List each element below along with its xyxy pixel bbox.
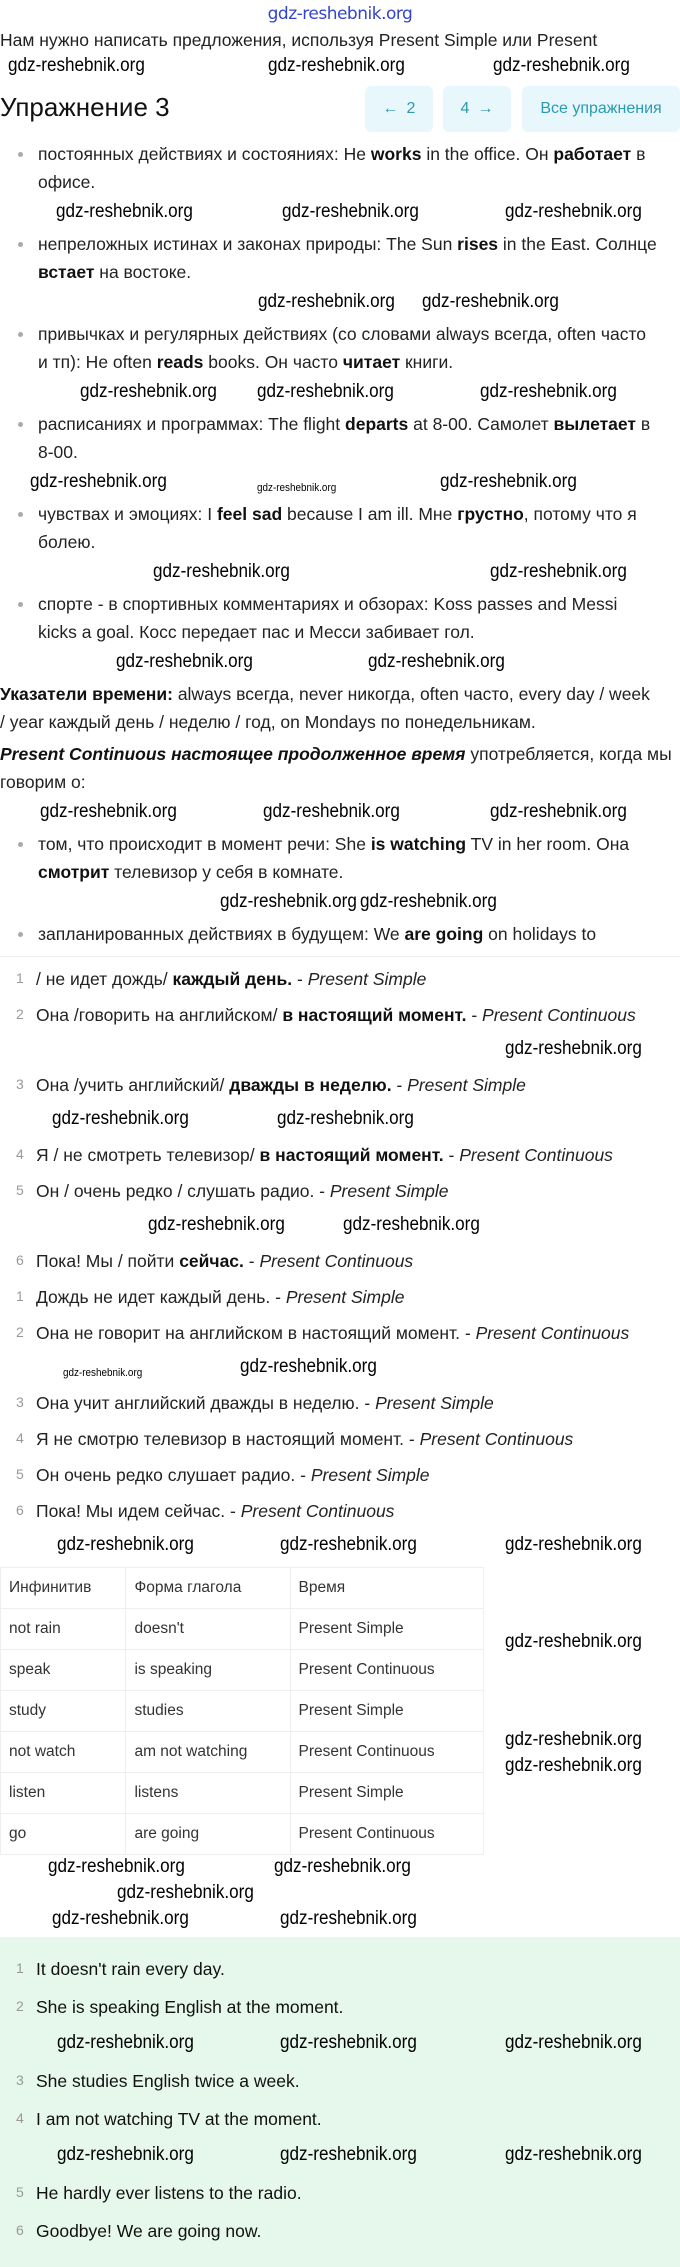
- watermark-row: [0, 1037, 680, 1063]
- text-segment: Present Continuous настоящее продолженное время: [0, 744, 466, 764]
- text-segment: каждый день.: [172, 969, 293, 989]
- text-segment: чувствах и эмоциях: I: [38, 504, 217, 524]
- table-cell: Present Continuous: [290, 1732, 483, 1773]
- watermark-text: gdz-reshebnik.org: [505, 1038, 642, 1059]
- analysis-item: [0, 1247, 680, 1275]
- text-segment: дважды в неделю.: [229, 1075, 392, 1095]
- watermark-row: [0, 1533, 680, 1559]
- bullet-icon: [18, 512, 23, 517]
- watermark-row: [0, 800, 680, 826]
- watermark-row: [0, 470, 680, 496]
- text-segment: Я / не смотреть телевизор/: [36, 1145, 260, 1165]
- text-segment: on holidays to: [483, 924, 597, 944]
- theory-line: [38, 140, 680, 168]
- text-segment: расписаниях и программах: The flight: [38, 414, 346, 434]
- text-segment: Он очень редко слушает радио. -: [36, 1465, 311, 1485]
- watermark-row: [0, 54, 680, 80]
- bullet-item: [0, 830, 680, 886]
- answers-section: [0, 1937, 680, 2267]
- item-number: 1: [16, 970, 24, 986]
- translation-item: [0, 1319, 680, 1347]
- bullet-item: [0, 140, 680, 196]
- theory-line: [38, 920, 680, 948]
- item-text: She is speaking English at the moment.: [36, 1997, 344, 2017]
- item-text: She studies English twice a week.: [36, 2071, 300, 2091]
- theory-line: [38, 830, 680, 858]
- watermark-row: [0, 1107, 680, 1133]
- text-segment: at 8-00. Самолет: [408, 414, 554, 434]
- watermark-row: [0, 380, 680, 406]
- text-segment: Present Simple: [285, 1287, 405, 1307]
- text-segment: is watching: [370, 834, 467, 854]
- item-number: 1: [16, 1960, 24, 1976]
- next-label: 4: [460, 100, 470, 117]
- prev-exercise-button[interactable]: [365, 86, 433, 132]
- text-segment: Дождь не идет каждый день. -: [36, 1287, 286, 1307]
- intro-text: Нам нужно написать предложения, используя Present Simple или Present: [0, 30, 598, 50]
- watermark-text: gdz-reshebnik.org: [263, 801, 400, 822]
- watermark-text: gdz-reshebnik.org: [240, 1356, 377, 1377]
- theory-line: [0, 768, 680, 796]
- watermark-row: [0, 2031, 680, 2057]
- bullet-icon: [18, 422, 23, 427]
- watermark-row: [0, 560, 680, 586]
- text-segment: Она /говорить на английском/: [36, 1005, 283, 1025]
- watermark-text: gdz-reshebnik.org: [268, 55, 405, 76]
- verb-table: [0, 1567, 484, 1855]
- page-title: Упражнение 3: [0, 92, 170, 122]
- theory-line: [0, 708, 680, 736]
- watermark-text: gdz-reshebnik.org: [257, 381, 394, 402]
- table-cell: Present Simple: [290, 1691, 483, 1732]
- all-label: Все упражнения: [540, 100, 662, 117]
- site-logo-watermark: gdz-reshebnik.org: [267, 4, 413, 24]
- watermark-row: [0, 1881, 680, 1907]
- watermark-text: gdz-reshebnik.org: [490, 561, 627, 582]
- arrow-right-icon: →: [477, 100, 494, 117]
- item-text: It doesn't rain every day.: [36, 1959, 225, 1979]
- watermark-text: gdz-reshebnik.org: [280, 1908, 417, 1929]
- bullet-icon: [18, 332, 23, 337]
- theory-line: [38, 858, 680, 886]
- watermark-text: gdz-reshebnik.org: [280, 2144, 417, 2165]
- bullet-icon: [18, 152, 23, 157]
- text-segment: в: [631, 144, 646, 164]
- item-number: 2: [16, 1324, 24, 1340]
- text-segment: in the East. Солнце: [498, 234, 657, 254]
- item-text: [36, 1283, 404, 1311]
- item-number: 4: [16, 1430, 24, 1446]
- text-segment: телевизор у себя в комнате.: [109, 862, 344, 882]
- bullet-item: [0, 590, 680, 646]
- watermark-text: gdz-reshebnik.org: [56, 201, 193, 222]
- theory-line: [38, 528, 680, 556]
- theory-line: [38, 618, 680, 646]
- watermark-row: [0, 200, 680, 226]
- text-segment: привычках и регулярных действиях (со словами always всегда, often часто: [38, 324, 647, 344]
- table-cell: is speaking: [126, 1650, 290, 1691]
- watermark-text: gdz-reshebnik.org: [257, 482, 337, 494]
- theory-line: [0, 680, 680, 708]
- prev-label: 2: [406, 100, 416, 117]
- item-text: [36, 1001, 636, 1029]
- table-header-row: [1, 1568, 484, 1609]
- table-row: [1, 1691, 484, 1732]
- answer-item: [0, 2179, 680, 2207]
- text-segment: говорим о:: [0, 772, 86, 792]
- watermark-text: gdz-reshebnik.org: [40, 801, 177, 822]
- text-segment: Она /учить английский/: [36, 1075, 230, 1095]
- text-segment: Present Simple: [329, 1181, 449, 1201]
- text-segment: Она учит английский дважды в неделю. -: [36, 1393, 376, 1413]
- text-segment: употребляется, когда мы: [465, 744, 672, 764]
- item-number: 4: [16, 1146, 24, 1162]
- text-segment: -: [466, 1005, 483, 1025]
- answer-item: [0, 1993, 680, 2021]
- table-row: [1, 1773, 484, 1814]
- answer-item: [0, 2217, 680, 2245]
- table-cell: not watch: [1, 1732, 126, 1773]
- text-segment: kicks a goal. Косс передает пас и Месси забивает гол.: [38, 622, 475, 642]
- watermark-text: gdz-reshebnik.org: [153, 561, 290, 582]
- watermark-text: gdz-reshebnik.org: [422, 291, 559, 312]
- text-segment: -: [391, 1075, 408, 1095]
- watermark-text: gdz-reshebnik.org: [52, 1108, 189, 1129]
- table-row: [1, 1814, 484, 1855]
- bullet-item: [0, 230, 680, 286]
- watermark-text: gdz-reshebnik.org: [117, 1882, 254, 1903]
- text-segment: спорте - в спортивных комментариях и обзорах: Koss passes and Messi: [38, 594, 618, 614]
- table-cell: Present Continuous: [290, 1814, 483, 1855]
- item-text: Goodbye! We are going now.: [36, 2221, 262, 2241]
- table-cell: listens: [126, 1773, 290, 1814]
- watermark-text: gdz-reshebnik.org: [148, 1214, 285, 1235]
- watermark-text: gdz-reshebnik.org: [57, 2144, 194, 2165]
- analysis-item: [0, 965, 680, 993]
- watermark-text: gdz-reshebnik.org: [368, 651, 505, 672]
- watermark-text: gdz-reshebnik.org: [505, 201, 642, 222]
- bullet-icon: [18, 602, 23, 607]
- paragraph: [0, 740, 680, 796]
- text-segment: works: [370, 144, 422, 164]
- item-number: 5: [16, 2184, 24, 2200]
- watermark-row: [0, 1907, 680, 1933]
- text-segment: смотрит: [38, 862, 110, 882]
- text-segment: грустно: [457, 504, 524, 524]
- table-cell: studies: [126, 1691, 290, 1732]
- translation-item: [0, 1283, 680, 1311]
- watermark-row: [0, 650, 680, 676]
- text-segment: Present Simple: [310, 1465, 430, 1485]
- watermark-row: [0, 2143, 680, 2169]
- translation-item: [0, 1389, 680, 1417]
- theory-line: [38, 348, 680, 376]
- item-number: 3: [16, 2072, 24, 2088]
- watermark-text: gdz-reshebnik.org: [30, 471, 167, 492]
- text-segment: are going: [404, 924, 484, 944]
- watermark-text: gdz-reshebnik.org: [48, 1856, 185, 1877]
- text-segment: Present Simple: [307, 969, 427, 989]
- item-text: [36, 1177, 449, 1205]
- bullet-item: [0, 320, 680, 376]
- item-text: [36, 1141, 613, 1169]
- watermark-text: gdz-reshebnik.org: [282, 201, 419, 222]
- watermark-text: gdz-reshebnik.org: [258, 291, 395, 312]
- text-segment: и тп): He often: [38, 352, 157, 372]
- table-cell: not rain: [1, 1609, 126, 1650]
- column-header: Инфинитив: [1, 1568, 126, 1609]
- theory-line: [38, 168, 680, 196]
- item-text: [36, 1247, 413, 1275]
- watermark-text: gdz-reshebnik.org: [63, 1367, 143, 1379]
- theory-line: [38, 320, 680, 348]
- item-text: He hardly ever listens to the radio.: [36, 2183, 302, 2203]
- item-number: 1: [16, 1288, 24, 1304]
- text-segment: -: [243, 1251, 260, 1271]
- table-cell: am not watching: [126, 1732, 290, 1773]
- text-segment: постоянных действиях и состояниях: He: [38, 144, 371, 164]
- item-number: 5: [16, 1466, 24, 1482]
- item-text: I am not watching TV at the moment.: [36, 2109, 322, 2129]
- text-segment: -: [292, 969, 308, 989]
- answer-item: [0, 2067, 680, 2095]
- text-segment: reads: [156, 352, 204, 372]
- all-exercises-button[interactable]: [522, 86, 680, 132]
- watermark-text: gdz-reshebnik.org: [52, 1908, 189, 1929]
- table-cell: study: [1, 1691, 126, 1732]
- answer-item: [0, 1955, 680, 1983]
- watermark-text: gdz-reshebnik.org: [57, 1534, 194, 1555]
- column-header: Форма глагола: [126, 1568, 290, 1609]
- text-segment: Пока! Мы / пойти: [36, 1251, 180, 1271]
- arrow-left-icon: ←: [382, 100, 399, 117]
- text-segment: Я не смотрю телевизор в настоящий момент. -: [36, 1429, 420, 1449]
- text-segment: запланированных действиях в будущем: We: [38, 924, 405, 944]
- theory-line: [38, 230, 680, 258]
- item-number: 2: [16, 1998, 24, 2014]
- theory-line: [0, 740, 680, 768]
- text-segment: непреложных истинах и законах природы: The Sun: [38, 234, 458, 254]
- text-segment: , потому что я: [523, 504, 637, 524]
- table-cell: go: [1, 1814, 126, 1855]
- text-segment: Present Simple: [407, 1075, 526, 1095]
- watermark-text: gdz-reshebnik.org: [505, 1755, 642, 1776]
- text-segment: because I am ill. Мне: [282, 504, 458, 524]
- item-number: 6: [16, 2222, 24, 2238]
- text-segment: болею.: [38, 532, 96, 552]
- column-header: Время: [290, 1568, 483, 1609]
- divider: [0, 956, 680, 957]
- table-row: [1, 1609, 484, 1650]
- watermark-text: gdz-reshebnik.org: [80, 381, 217, 402]
- text-segment: Present Continuous: [482, 1005, 636, 1025]
- watermark-text: gdz-reshebnik.org: [505, 2144, 642, 2165]
- watermark-row: [0, 890, 680, 916]
- item-text: [36, 1071, 526, 1099]
- watermark-text: gdz-reshebnik.org: [490, 801, 627, 822]
- bullet-item: [0, 410, 680, 466]
- watermark-text: gdz-reshebnik.org: [220, 891, 357, 912]
- text-segment: сейчас.: [179, 1251, 244, 1271]
- text-segment: Он / очень редко / слушать радио. -: [36, 1181, 330, 1201]
- text-segment: Present Continuous: [259, 1251, 414, 1271]
- watermark-text: gdz-reshebnik.org: [57, 2032, 194, 2053]
- item-number: 6: [16, 1252, 24, 1268]
- watermark-text: gdz-reshebnik.org: [505, 1534, 642, 1555]
- watermark-text: gdz-reshebnik.org: [116, 651, 253, 672]
- text-segment: -: [443, 1145, 460, 1165]
- text-segment: Пока! Мы идем сейчас. -: [36, 1501, 241, 1521]
- text-segment: 8-00.: [38, 442, 78, 462]
- watermark-row: [0, 290, 680, 316]
- text-segment: Она не говорит на английском в настоящий момент. -: [36, 1323, 476, 1343]
- theory-line: [38, 438, 680, 466]
- bullet-icon: [18, 932, 23, 937]
- table-body: [1, 1568, 484, 1855]
- watermark-text: gdz-reshebnik.org: [360, 891, 497, 912]
- item-text: [36, 1389, 494, 1417]
- text-segment: TV in her room. Она: [466, 834, 630, 854]
- analysis-item: [0, 1001, 680, 1029]
- text-segment: books. Он часто: [203, 352, 343, 372]
- table-wrapper: [0, 1567, 680, 1855]
- text-segment: Present Continuous: [240, 1501, 395, 1521]
- text-segment: читает: [342, 352, 401, 372]
- text-segment: на востоке.: [94, 262, 192, 282]
- table-cell: are going: [126, 1814, 290, 1855]
- item-text: [36, 1497, 394, 1525]
- watermark-text: gdz-reshebnik.org: [480, 381, 617, 402]
- content: [0, 140, 680, 2267]
- table-cell: Present Continuous: [290, 1650, 483, 1691]
- watermark-text: gdz-reshebnik.org: [343, 1214, 480, 1235]
- text-segment: Указатели времени:: [0, 684, 173, 704]
- text-segment: / year каждый день / неделю / год, on Mondays по понедельникам.: [0, 712, 536, 732]
- item-number: 6: [16, 1502, 24, 1518]
- watermark-text: gdz-reshebnik.org: [280, 1534, 417, 1555]
- table-cell: speak: [1, 1650, 126, 1691]
- watermark-text: gdz-reshebnik.org: [440, 471, 577, 492]
- watermark-text: gdz-reshebnik.org: [505, 2032, 642, 2053]
- text-segment: в настоящий момент.: [282, 1005, 467, 1025]
- exercise-header: [0, 86, 680, 132]
- watermark-text: gdz-reshebnik.org: [505, 1729, 642, 1750]
- watermark-text: gdz-reshebnik.org: [505, 1631, 642, 1652]
- theory-line: [38, 500, 680, 528]
- analysis-item: [0, 1177, 680, 1205]
- text-segment: работает: [553, 144, 632, 164]
- item-text: [36, 1461, 430, 1489]
- watermark-text: gdz-reshebnik.org: [8, 55, 145, 76]
- answer-item: [0, 2105, 680, 2133]
- table-row: [1, 1650, 484, 1691]
- item-number: 5: [16, 1182, 24, 1198]
- watermark-row: [0, 1213, 680, 1239]
- item-number: 2: [16, 1006, 24, 1022]
- theory-line: [38, 258, 680, 286]
- text-segment: вылетает: [553, 414, 636, 434]
- translation-item: [0, 1497, 680, 1525]
- analysis-item: [0, 1141, 680, 1169]
- text-segment: Present Simple: [375, 1393, 494, 1413]
- item-number: 4: [16, 2110, 24, 2126]
- text-segment: departs: [345, 414, 409, 434]
- text-segment: feel sad: [216, 504, 283, 524]
- text-segment: Present Continuous: [475, 1323, 630, 1343]
- watermark-row: [0, 1355, 680, 1381]
- text-segment: in the office. Он: [421, 144, 554, 164]
- theory-line: [38, 410, 680, 438]
- text-segment: книги.: [400, 352, 454, 372]
- paragraph: [0, 680, 680, 736]
- watermark-row: [0, 1855, 680, 1881]
- watermark-text: gdz-reshebnik.org: [274, 1856, 411, 1877]
- item-number: 3: [16, 1394, 24, 1410]
- text-segment: Present Continuous: [459, 1145, 613, 1165]
- bullet-icon: [18, 842, 23, 847]
- text-segment: встает: [38, 262, 95, 282]
- table-cell: doesn't: [126, 1609, 290, 1650]
- translation-item: [0, 1425, 680, 1453]
- watermark-text: gdz-reshebnik.org: [280, 2032, 417, 2053]
- text-segment: Present Continuous: [419, 1429, 574, 1449]
- analysis-item: [0, 1071, 680, 1099]
- text-segment: rises: [457, 234, 499, 254]
- text-segment: офисе.: [38, 172, 96, 192]
- theory-line: [38, 590, 680, 618]
- table-row: [1, 1732, 484, 1773]
- table-cell: listen: [1, 1773, 126, 1814]
- table-cell: Present Simple: [290, 1609, 483, 1650]
- text-segment: в настоящий момент.: [259, 1145, 444, 1165]
- item-text: [36, 1319, 629, 1347]
- table-cell: Present Simple: [290, 1773, 483, 1814]
- text-segment: в: [635, 414, 651, 434]
- item-text: [36, 1425, 573, 1453]
- text-segment: always всегда, never никогда, often часто, every day / week: [172, 684, 650, 704]
- watermark-area: [0, 54, 680, 80]
- watermark-text: gdz-reshebnik.org: [277, 1108, 414, 1129]
- item-number: 3: [16, 1076, 24, 1092]
- bullet-item: [0, 920, 680, 948]
- watermark-text: gdz-reshebnik.org: [493, 55, 630, 76]
- next-exercise-button[interactable]: [443, 86, 511, 132]
- bullet-item: [0, 500, 680, 556]
- translation-item: [0, 1461, 680, 1489]
- item-text: [36, 965, 426, 993]
- text-segment: / не идет дождь/: [36, 969, 173, 989]
- text-segment: том, что происходит в момент речи: She: [38, 834, 371, 854]
- bullet-icon: [18, 242, 23, 247]
